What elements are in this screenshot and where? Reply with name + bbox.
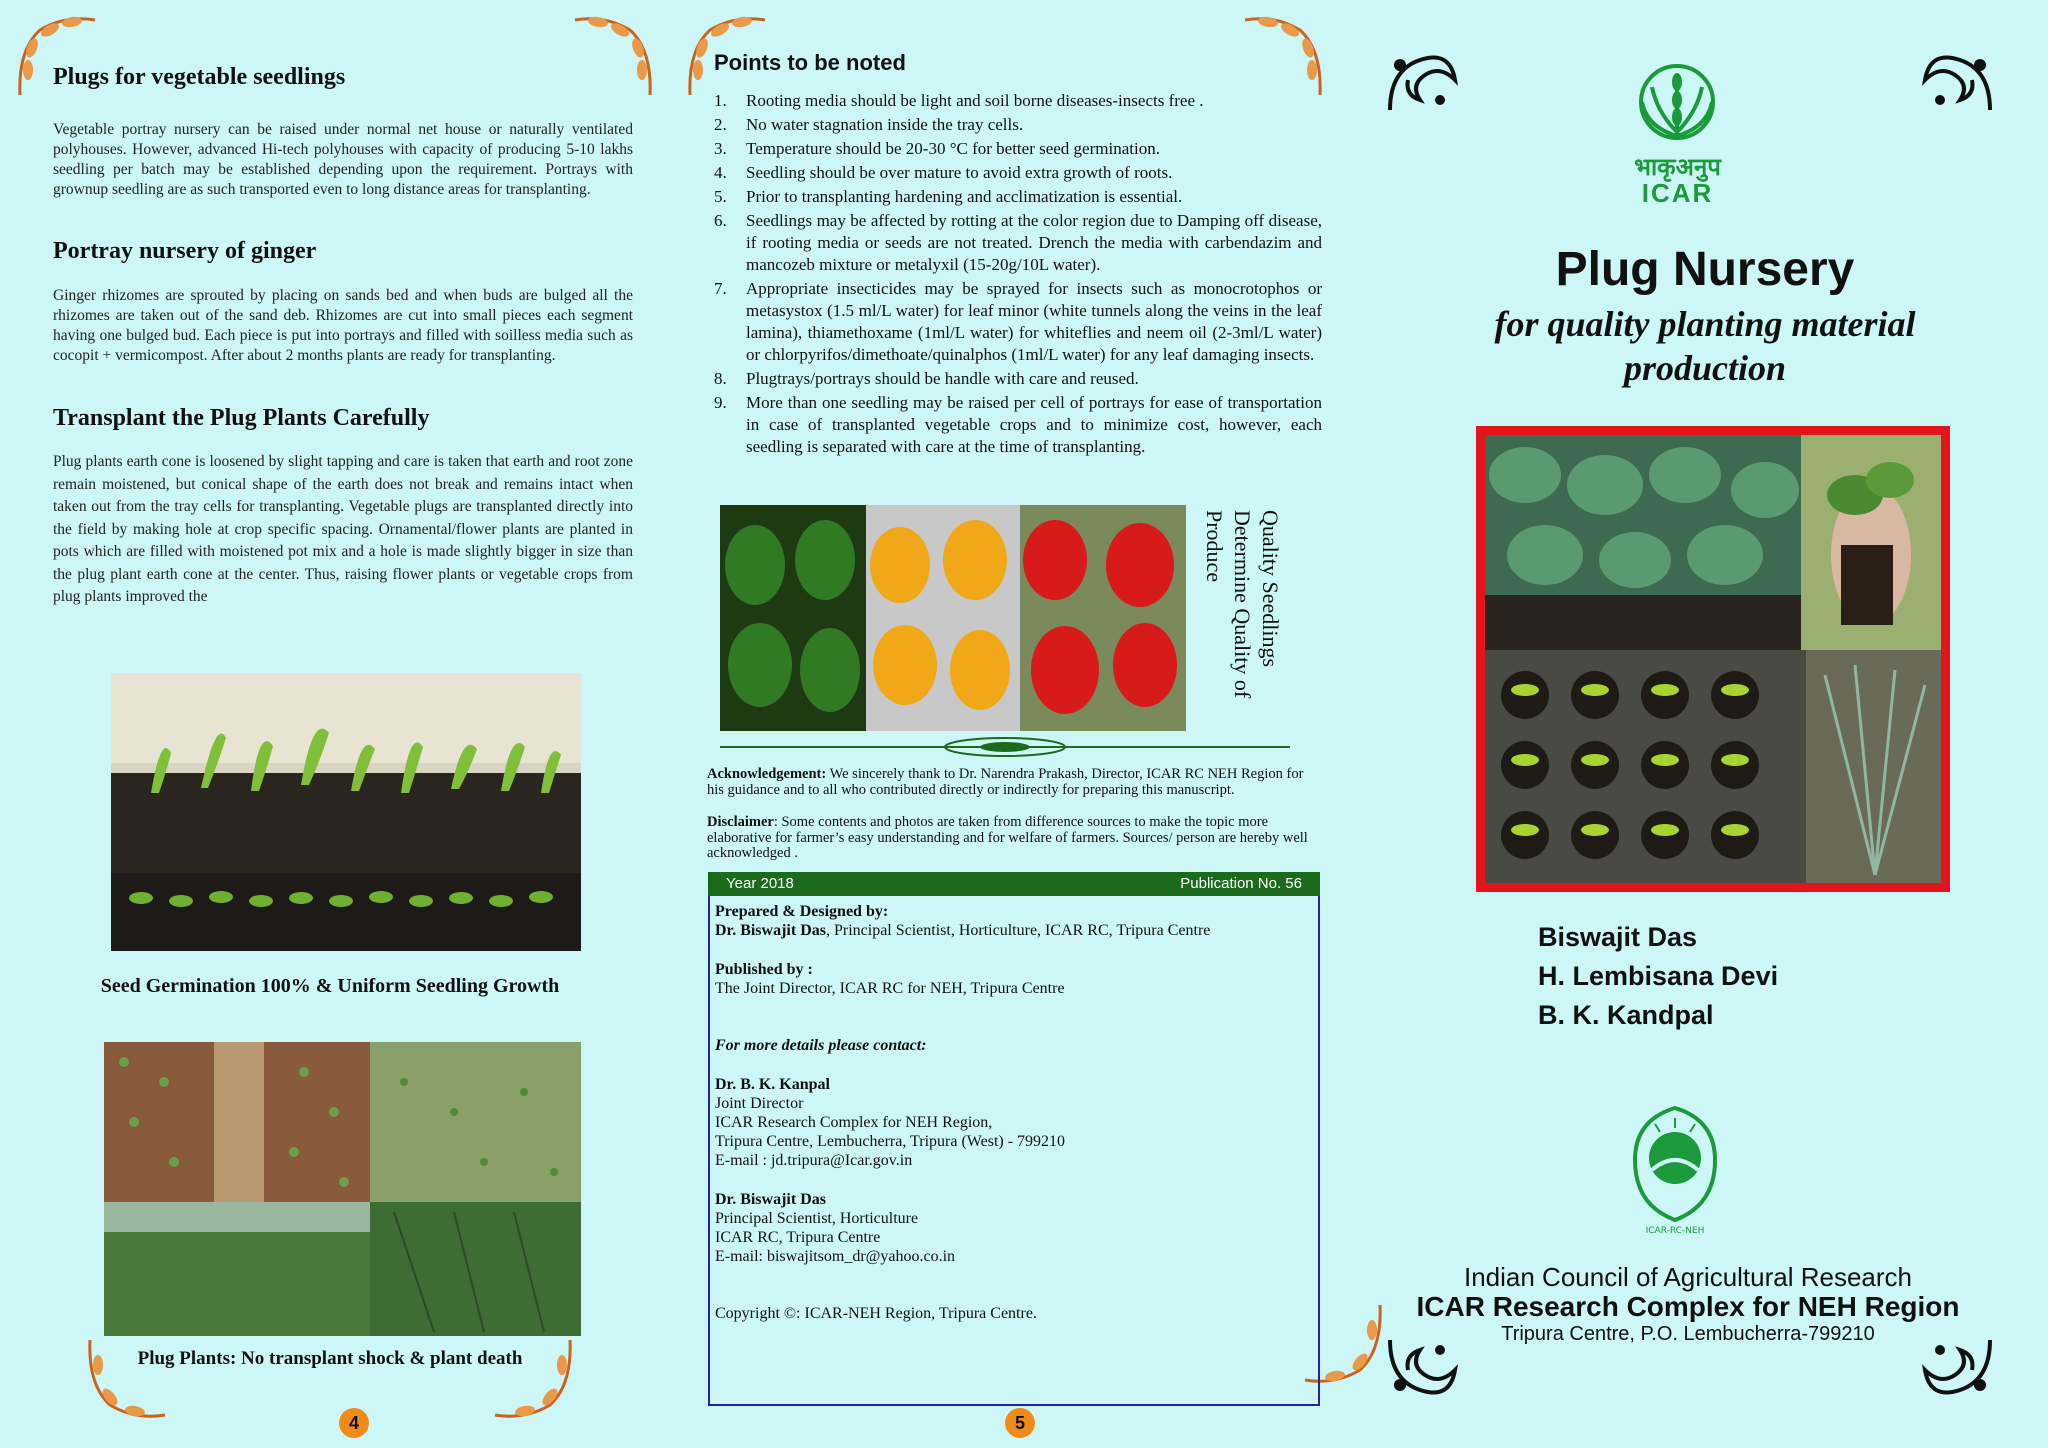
logo-icar-text: ICAR xyxy=(1641,178,1714,208)
ornament-icon xyxy=(1240,10,1330,100)
point-number: 7. xyxy=(714,279,727,298)
point-item xyxy=(714,162,1322,184)
point-number: 2. xyxy=(714,115,727,134)
page-number-5: 5 xyxy=(1005,1408,1035,1438)
acknowledgement xyxy=(707,767,1312,798)
point-text: Plugtrays/portrays should be handle with care and reused. xyxy=(746,369,1139,388)
copyright: Copyright ©: ICAR-NEH Region, Tripura Centre. xyxy=(715,1305,1037,1322)
point-number: 9. xyxy=(714,393,727,412)
flourish-icon xyxy=(1920,40,2000,120)
icar-neh-logo-icon xyxy=(1620,1100,1730,1240)
contact-box xyxy=(708,896,1320,1406)
point-number: 6. xyxy=(714,211,727,230)
point-text: Rooting media should be light and soil borne diseases-insects free . xyxy=(746,91,1204,110)
cover-photo-frame xyxy=(1476,426,1950,892)
point-number: 4. xyxy=(714,163,727,182)
flourish-icon xyxy=(1380,40,1460,120)
section-text-transplant: Plug plants earth cone is loosened by slight tapping and care is taken that earth and root zone remain moistened, but conical shape of the earth does not break and remains intact when taken out from the tray cells for transplanting. Vegetable plugs are transplanted directly into the field by making hole at crop specific spacing. Ornamental/flower plants are planted in pots which are filled with moistened pot mix and a hole is made slightly bigger in size than the plug plant earth cone at the center. Thus, raising flower plants or vegetable crops from plug plants improved the xyxy=(53,453,633,605)
disclaimer-label: Disclaimer xyxy=(707,814,774,830)
point-number: 1. xyxy=(714,91,727,110)
point-item xyxy=(714,138,1322,160)
point-text: More than one seedling may be raised per cell of portrays for ease of transportation in case of transplanted vegetable crops and to minimize cost, however, each seedling is separated with care at the time of transplanting. xyxy=(746,393,1322,456)
point-item xyxy=(714,368,1322,390)
published-text: The Joint Director, ICAR RC for NEH, Tripura Centre xyxy=(715,980,1065,997)
published-label: Published by : xyxy=(715,961,813,978)
point-item xyxy=(714,90,1322,112)
contact1-line: Joint Director xyxy=(715,1095,804,1112)
prepared-name: Dr. Biswajit Das xyxy=(715,922,826,939)
point-item xyxy=(714,210,1322,276)
page-number-4: 4 xyxy=(339,1408,369,1438)
point-item xyxy=(714,114,1322,136)
point-text: Seedling should be over mature to avoid extra growth of roots. xyxy=(746,163,1173,182)
disclaimer xyxy=(707,815,1312,862)
contact2-name: Dr. Biswajit Das xyxy=(715,1191,826,1208)
contact2-email[interactable]: E-mail: biswajitsom_dr@yahoo.co.in xyxy=(715,1248,956,1265)
caption-germination: Seed Germination 100% & Uniform Seedling Growth xyxy=(100,975,560,997)
author-name: B. K. Kandpal xyxy=(1538,1000,1714,1030)
cover-title: Plug Nursery xyxy=(1555,243,1855,296)
org-line1: Indian Council of Agricultural Research xyxy=(1463,1262,1913,1292)
section-title-ginger: Portray nursery of ginger xyxy=(53,238,317,264)
vertical-slogan: Quality Seedlings Determine Quality of Produce xyxy=(1202,510,1283,699)
publication-bar xyxy=(708,872,1320,896)
cover-subtitle xyxy=(1400,302,2010,390)
section-title-plugs: Plugs for vegetable seedlings xyxy=(53,64,346,90)
author-name: Biswajit Das xyxy=(1538,922,1698,952)
org-line3: Tripura Centre, P.O. Lembucherra-799210 xyxy=(1501,1323,1875,1345)
ornament-icon xyxy=(570,10,660,100)
contact1-line: Tripura Centre, Lembucherra, Tripura (West) - 799210 xyxy=(715,1133,1066,1150)
contact2-line: Principal Scientist, Horticulture xyxy=(715,1210,919,1227)
point-text: Temperature should be 20-30 °C for better seed germination. xyxy=(746,139,1160,158)
contact1-email[interactable]: E-mail : jd.tripura@Icar.gov.in xyxy=(715,1152,913,1169)
section-text-ginger: Ginger rhizomes are sprouted by placing on sands bed and when buds are bulged all the rhizomes are taken out of the sand deb. Rhizomes are cut into small pieces each segment having one bulged bud. Each piece is put into portrays and filled with soilless media such as cocopit + vermicompost. After about 2 months plants are ready for transplanting. xyxy=(53,287,633,364)
icar-wheat-logo-icon xyxy=(1632,62,1722,150)
point-text: Seedlings may be affected by rotting at the color region due to Damping off disease, if rooting media or seeds are not treated. Drench the media with carbendazim and mancozeb mixture or metalyxil (15-20g/10L water). xyxy=(746,211,1322,274)
caption-plug-plants: Plug Plants: No transplant shock & plant death xyxy=(137,1348,523,1369)
divider-ornament-icon xyxy=(720,734,1290,760)
point-text: Appropriate insecticides may be sprayed for insects such as monocrotophos or metasystox (1.5 ml/L water) for leaf minor (white tunnels along the veins in the leaf lamina), thiamethoxame (1ml/L water) for whiteflies and neem oil (2-3ml/L water) or chlorpyrifos/dimethoate/quinalphos (1ml/L water) for any leaf damaging insects. xyxy=(746,279,1322,364)
cover-photo-collage xyxy=(1485,435,1941,883)
field-transplant-photo xyxy=(104,1042,581,1336)
author-list xyxy=(1538,918,1778,1035)
point-text: No water stagnation inside the tray cells. xyxy=(746,115,1024,134)
point-number: 8. xyxy=(714,369,727,388)
section-title-transplant: Transplant the Plug Plants Carefully xyxy=(53,405,430,431)
points-list xyxy=(714,90,1322,460)
org-line2: ICAR Research Complex for NEH Region xyxy=(1416,1291,1960,1322)
prepared-label: Prepared & Designed by: xyxy=(715,903,889,920)
ack-label: Acknowledgement: xyxy=(707,766,827,782)
prepared-role: , Principal Scientist, Horticulture, ICAR RC, Tripura Centre xyxy=(825,922,1211,939)
svg-text:ICAR-RC-NEH: ICAR-RC-NEH xyxy=(1645,1226,1705,1236)
author-name: H. Lembisana Devi xyxy=(1538,961,1779,991)
peppers-photo xyxy=(720,505,1186,731)
point-item xyxy=(714,392,1322,458)
year-label: Year 2018 xyxy=(726,875,794,892)
seedling-tray-photo xyxy=(111,673,581,951)
publication-number: Publication No. 56 xyxy=(1180,875,1302,892)
point-item xyxy=(714,186,1322,208)
points-title: Points to be noted xyxy=(714,50,906,75)
logo-hindi-text: भाकृअनुप xyxy=(1634,154,1721,181)
point-text: Prior to transplanting hardening and acclimatization is essential. xyxy=(746,187,1183,206)
ack-text: We sincerely thank to Dr. Narendra Prakash, Director, ICAR RC NEH Region for his guidance and to all who contributed directly or indirectly for preparing this manuscript. xyxy=(707,766,1304,798)
section-text-plugs: Vegetable portray nursery can be raised under normal net house or naturally ventilated polyhouses. However, advanced Hi-tech polyhouses with capacity of producing 5-10 lakhs seedling per batch may be established depending upon the requirement. Portrays with grownup seedling are as such transported even to long distance areas for transplanting. xyxy=(53,121,633,198)
cover-subtitle-line1: for quality planting material xyxy=(1494,304,1916,344)
contact2-line: ICAR RC, Tripura Centre xyxy=(715,1229,881,1246)
contact1-line: ICAR Research Complex for NEH Region, xyxy=(715,1114,993,1131)
cover-subtitle-line2: production xyxy=(1623,348,1787,388)
contact1-name: Dr. B. K. Kanpal xyxy=(715,1076,830,1093)
point-number: 5. xyxy=(714,187,727,206)
point-item xyxy=(714,278,1322,366)
point-number: 3. xyxy=(714,139,727,158)
disclaimer-text: : Some contents and photos are taken from difference sources to make the topic more elaborative for farmer’s easy understanding and for welfare of farmers. Sources/ person are hereby well acknowledged . xyxy=(707,814,1308,861)
contact-label: For more details please contact: xyxy=(715,1037,927,1054)
